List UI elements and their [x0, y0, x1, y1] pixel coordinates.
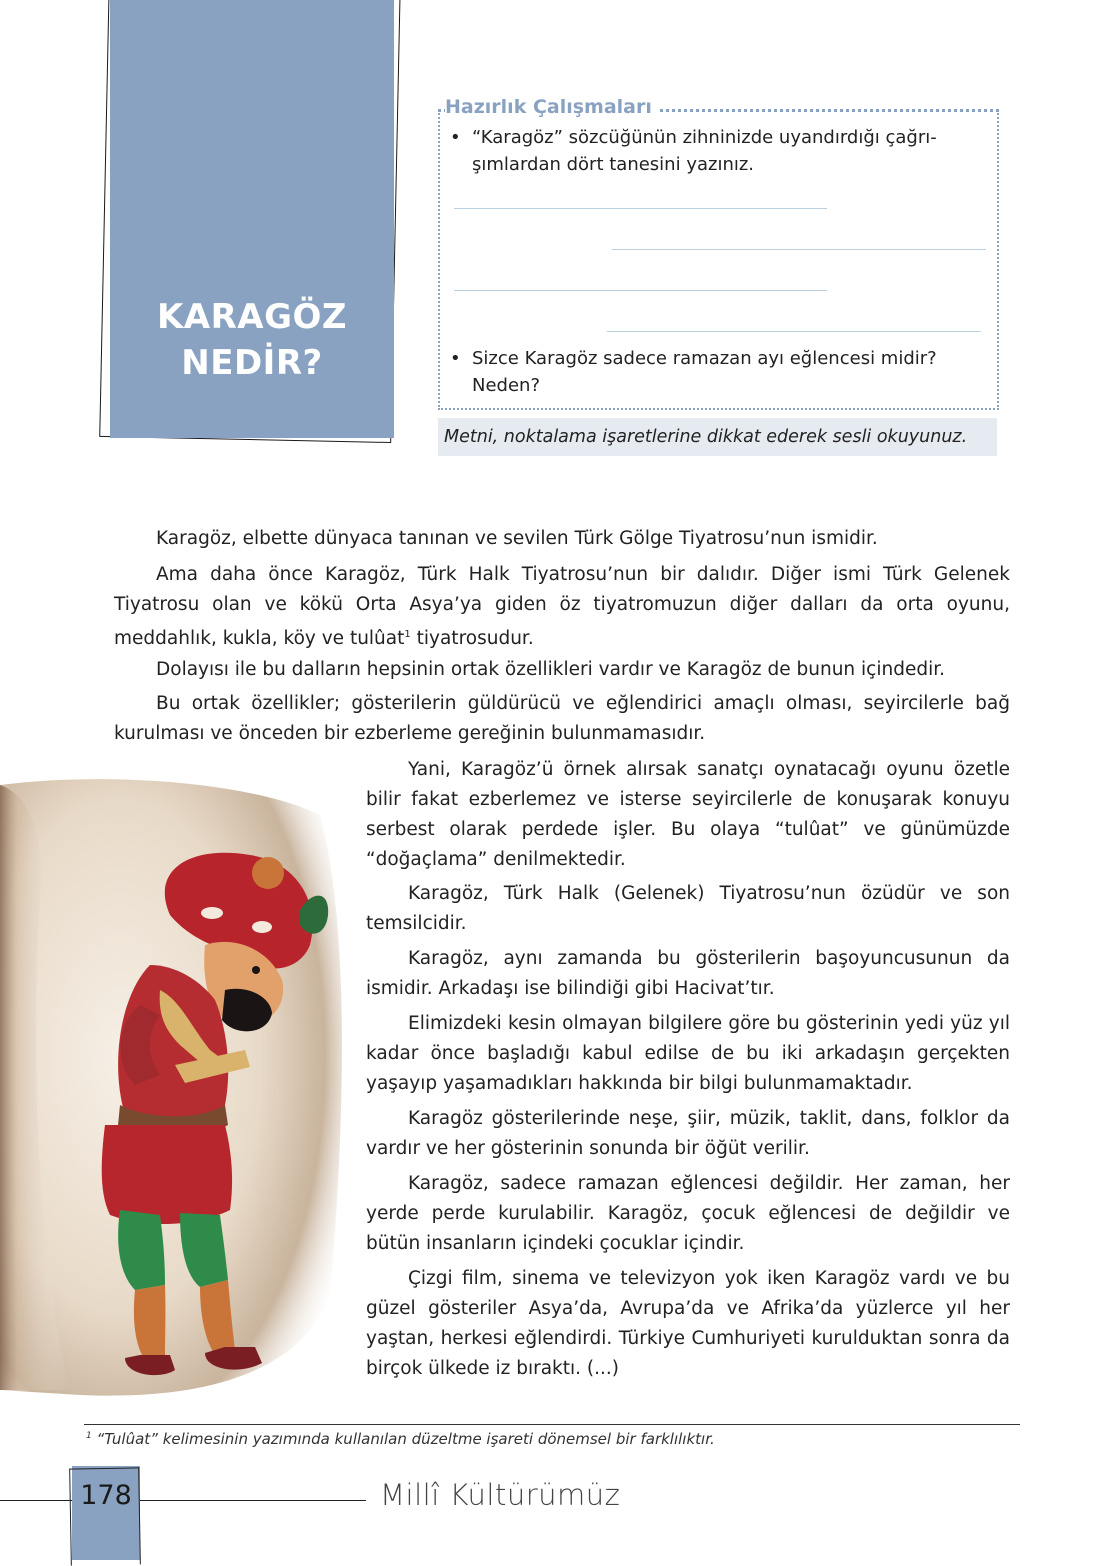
title-line-1: KARAGÖZ: [156, 297, 348, 337]
paragraph-9: Karagöz gösterilerinde neşe, şiir, müzik, taklit, dans, folklor da vardır ve her gösterinin sonunda bir öğüt verilir.: [366, 1108, 1010, 1159]
footnote-text: “Tulûat” kelimesinin yazımında kullanılan düzeltme işareti dönemsel bir farklılıktır.: [91, 1430, 715, 1448]
bullet-icon: •: [450, 127, 461, 148]
question-1-text: “Karagöz” sözcüğünün zihninizde uyandırdığı çağrı-şımlardan dört tanesini yazınız.: [472, 127, 937, 175]
answer-line-2[interactable]: [612, 249, 986, 250]
title-line-2: NEDİR?: [181, 343, 323, 383]
karagoz-puppet-image: [0, 775, 350, 1400]
page-title: [110, 294, 394, 386]
answer-line-3[interactable]: [454, 290, 827, 291]
footer-rule-left: [0, 1500, 72, 1501]
page-number: 178: [80, 1480, 132, 1511]
paragraph-2-text: Ama daha önce Karagöz, Türk Halk Tiyatrosu’nun bir dalıdır. Diğer ismi Türk Gelenek Tiyatrosu olan ve kökü Orta Asya’ya giden öz tiyatromuzun diğer dalları da orta oyunu, meddahlık, kukla, köy ve tulûat: [114, 564, 1010, 650]
paragraph-5: Yani, Karagöz’ü örnek alırsak sanatçı oynatacağı oyunu özetle bilir fakat ezberlemez ve isterse seyircilerle de konuşarak konuyu serbest olarak perdede işler. Bu olaya “tulûat” ve günümüzde “doğaçlama” denilmektedir.: [366, 759, 1010, 870]
paragraph-10: Karagöz, sadece ramazan eğlencesi değildir. Her zaman, her yerde perde kurulabilir. Karagöz, çocuk eğlencesi de değildir ve bütün insanların içindeki çocuklar içindir.: [366, 1173, 1010, 1254]
paragraph-1: Karagöz, elbette dünyaca tanınan ve sevilen Türk Gölge Tiyatrosu’nun ismidir.: [156, 528, 878, 549]
footer-rule-right: [140, 1500, 366, 1501]
book-title: Millî Kültürümüz: [380, 1478, 621, 1512]
paragraph-2-end: tiyatrosudur.: [410, 628, 534, 650]
answer-line-1[interactable]: [454, 208, 827, 209]
reading-instruction: Metni, noktalama işaretlerine dikkat ederek sesli okuyunuz.: [438, 418, 997, 456]
preparation-heading: Hazırlık Çalışmaları: [445, 96, 660, 118]
preparation-heading-row: [438, 96, 999, 120]
question-2-text: Sizce Karagöz sadece ramazan ayı eğlencesi midir? Neden?: [472, 348, 937, 396]
paragraph-4: Bu ortak özellikler; gösterilerin güldürücü ve eğlendirici amaçlı olması, seyircilerle bağ kurulması ve önceden bir ezberleme gereğinin bulunmamasıdır.: [114, 693, 1010, 744]
footnote: [86, 1430, 715, 1448]
paragraph-2: [114, 560, 1010, 654]
paragraph-8: Elimizdeki kesin olmayan bilgilere göre bu gösterinin yedi yüz yıl kadar önce başladığı kabul edilse de bu iki arkadaşın gerçekten yaşayıp yaşamadıkları hakkında bir bilgi bulunmamaktadır.: [366, 1013, 1010, 1094]
footnote-ref: 1: [404, 629, 411, 640]
preparation-question-2: [450, 345, 970, 399]
paragraph-3: Dolayısı ile bu dalların hepsinin ortak özellikleri vardır ve Karagöz de bunun içindedir.: [156, 659, 946, 680]
preparation-question-1: [450, 124, 970, 178]
paragraph-6: Karagöz, Türk Halk (Gelenek) Tiyatrosu’nun özüdür ve son temsilcidir.: [366, 883, 1010, 934]
paragraph-7: Karagöz, aynı zamanda bu gösterilerin başoyuncusunun da ismidir. Arkadaşı ise bilindiği gibi Hacivat’tır.: [366, 948, 1010, 999]
footnote-rule: [84, 1424, 1020, 1425]
bullet-icon: •: [450, 348, 461, 369]
answer-line-4[interactable]: [607, 331, 981, 332]
paragraph-11: Çizgi film, sinema ve televizyon yok iken Karagöz vardı ve bu güzel gösteriler Asya’da, Avrupa’da ve Afrika’da yüzlerce yıl her yaştan, herkesi eğlendirdi. Türkiye Cumhuriyeti kurulduktan sonra da birçok ülkede iz bıraktı. (...): [366, 1268, 1010, 1379]
footnote-mark: 1: [86, 1431, 92, 1441]
